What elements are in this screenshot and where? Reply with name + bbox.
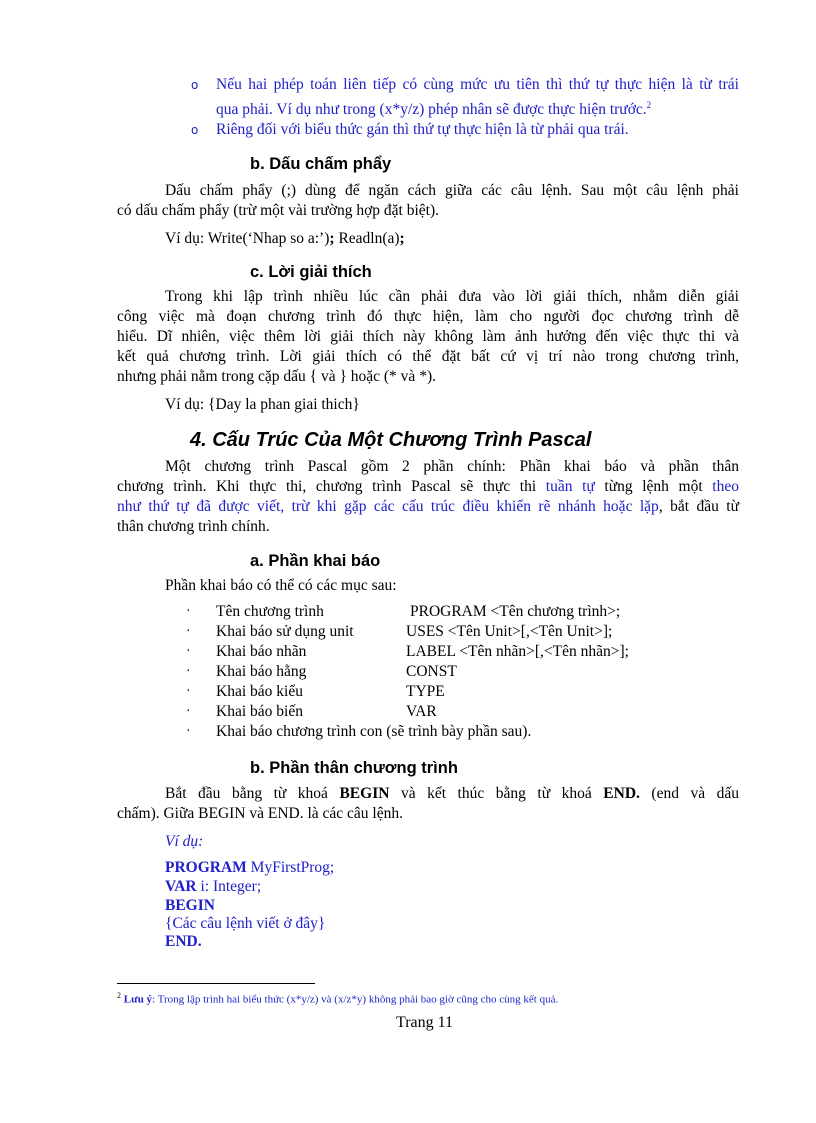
footnote-separator [117, 983, 315, 984]
list-bullet: · [186, 684, 191, 699]
paragraph-line: Một chương trình Pascal gồm 2 phần chính: Phần khai báo và phần thân [165, 458, 739, 475]
bullet-marker: o [191, 78, 199, 92]
paragraph-line: công việc mà đoạn chương trình đó thực hiện, làm cho người đọc chương trình dễ [117, 308, 739, 325]
code-line: PROGRAM MyFirstProg; [165, 859, 335, 876]
list-item-name: Khai báo sử dụng unit [216, 623, 354, 640]
list-item-name: Khai báo biến [216, 703, 303, 720]
bullet-marker: o [191, 123, 199, 137]
list-item-name: Khai báo hằng [216, 663, 307, 680]
list-bullet: · [186, 604, 191, 619]
heading-phan-khai-bao: a. Phần khai báo [250, 552, 381, 570]
paragraph-line: hiểu. Dĩ nhiên, việc thêm lời giải thích này không làm ảnh hưởng đến việc thực thi và [117, 328, 739, 345]
list-item-syntax: LABEL <Tên nhãn>[,<Tên nhãn>]; [406, 643, 629, 660]
paragraph-line: như thứ tự đã được viết, trừ khi gặp các cấu trúc điều khiển rẽ nhánh hoặc lặp, bắt đầu từ [117, 498, 739, 515]
list-bullet: · [186, 724, 191, 739]
list-item-name: Khai báo kiểu [216, 683, 303, 700]
code-line: END. [165, 933, 202, 950]
paragraph-line: kết quả chương trình. Lời giải thích có thể đặt bất cứ vị trí nào trong chương trình, [117, 348, 739, 365]
list-item-name: Tên chương trình [216, 603, 324, 620]
list-bullet: · [186, 624, 191, 639]
list-bullet: · [186, 644, 191, 659]
list-item-syntax: CONST [406, 663, 457, 680]
paragraph-line: chương trình. Khi thực thi, chương trình Pascal sẽ thực thi tuần tự từng lệnh một theo [117, 478, 739, 495]
section-title: 4. Cấu Trúc Của Một Chương Trình Pascal [190, 429, 592, 451]
heading-dau-cham-phay: b. Dấu chấm phẩy [250, 155, 392, 173]
code-line: BEGIN [165, 897, 215, 914]
example-write: Ví dụ: Write(‘Nhap so a:’); Readln(a); [165, 230, 405, 247]
example-comment: Ví dụ: {Day la phan giai thich} [165, 396, 360, 413]
list-intro: Phần khai báo có thể có các mục sau: [165, 577, 397, 594]
paragraph-line: Dấu chấm phẩy (;) dùng để ngăn cách giữa các câu lệnh. Sau một câu lệnh phải [165, 182, 739, 199]
paragraph-line: chấm). Giữa BEGIN và END. là các câu lệnh. [117, 805, 403, 822]
list-item-syntax: VAR [406, 703, 437, 720]
paragraph-line: Trong khi lập trình nhiều lúc cần phải đưa vào lời giải thích, nhằm diễn giải [165, 288, 739, 305]
heading-phan-than-chuong-trinh: b. Phần thân chương trình [250, 759, 458, 777]
paragraph-line: nhưng phải nằm trong cặp dấu { và } hoặc (* và *). [117, 368, 436, 385]
list-item-name: Khai báo chương trình con (sẽ trình bày phần sau). [216, 723, 532, 740]
list-bullet: · [186, 664, 191, 679]
list-item-syntax: PROGRAM <Tên chương trình>; [410, 603, 621, 620]
paragraph-line: có dấu chấm phẩy (trừ một vài trường hợp đặt biệt). [117, 202, 440, 219]
list-item-syntax: TYPE [406, 683, 445, 700]
paragraph-line: Bắt đầu bằng từ khoá BEGIN và kết thúc bằng từ khoá END. (end và dấu [165, 785, 739, 802]
page-number: Trang 11 [396, 1014, 454, 1031]
code-line: {Các câu lệnh viết ở đây} [165, 915, 326, 932]
list-bullet: · [186, 704, 191, 719]
bullet-line: qua phải. Ví dụ như trong (x*y/z) phép nhân sẽ được thực hiện trước.$^2$ [216, 100, 652, 119]
list-item-name: Khai báo nhãn [216, 643, 307, 660]
paragraph-line: thân chương trình chính. [117, 518, 270, 535]
heading-loi-giai-thich: c. Lời giải thích [250, 263, 372, 281]
bullet-line: Riêng đối với biểu thức gán thì thứ tự thực hiện là từ phải qua trái. [216, 121, 629, 138]
footnote: $^2$ Lưu ý: Trong lập trình hai biểu thức (x*y/z) và (x/z*y) không phải bao giờ cũng cho cùng kết quả. [117, 991, 559, 1006]
code-line: VAR i: Integer; [165, 878, 262, 895]
bullet-line: Nếu hai phép toán liên tiếp có cùng mức ưu tiên thì thứ tự thực hiện là từ trái [216, 76, 739, 93]
list-item-syntax: USES <Tên Unit>[,<Tên Unit>]; [406, 623, 613, 640]
example-label: Ví dụ: [165, 833, 204, 850]
footnote-ref[interactable]: 2 [646, 100, 652, 110]
